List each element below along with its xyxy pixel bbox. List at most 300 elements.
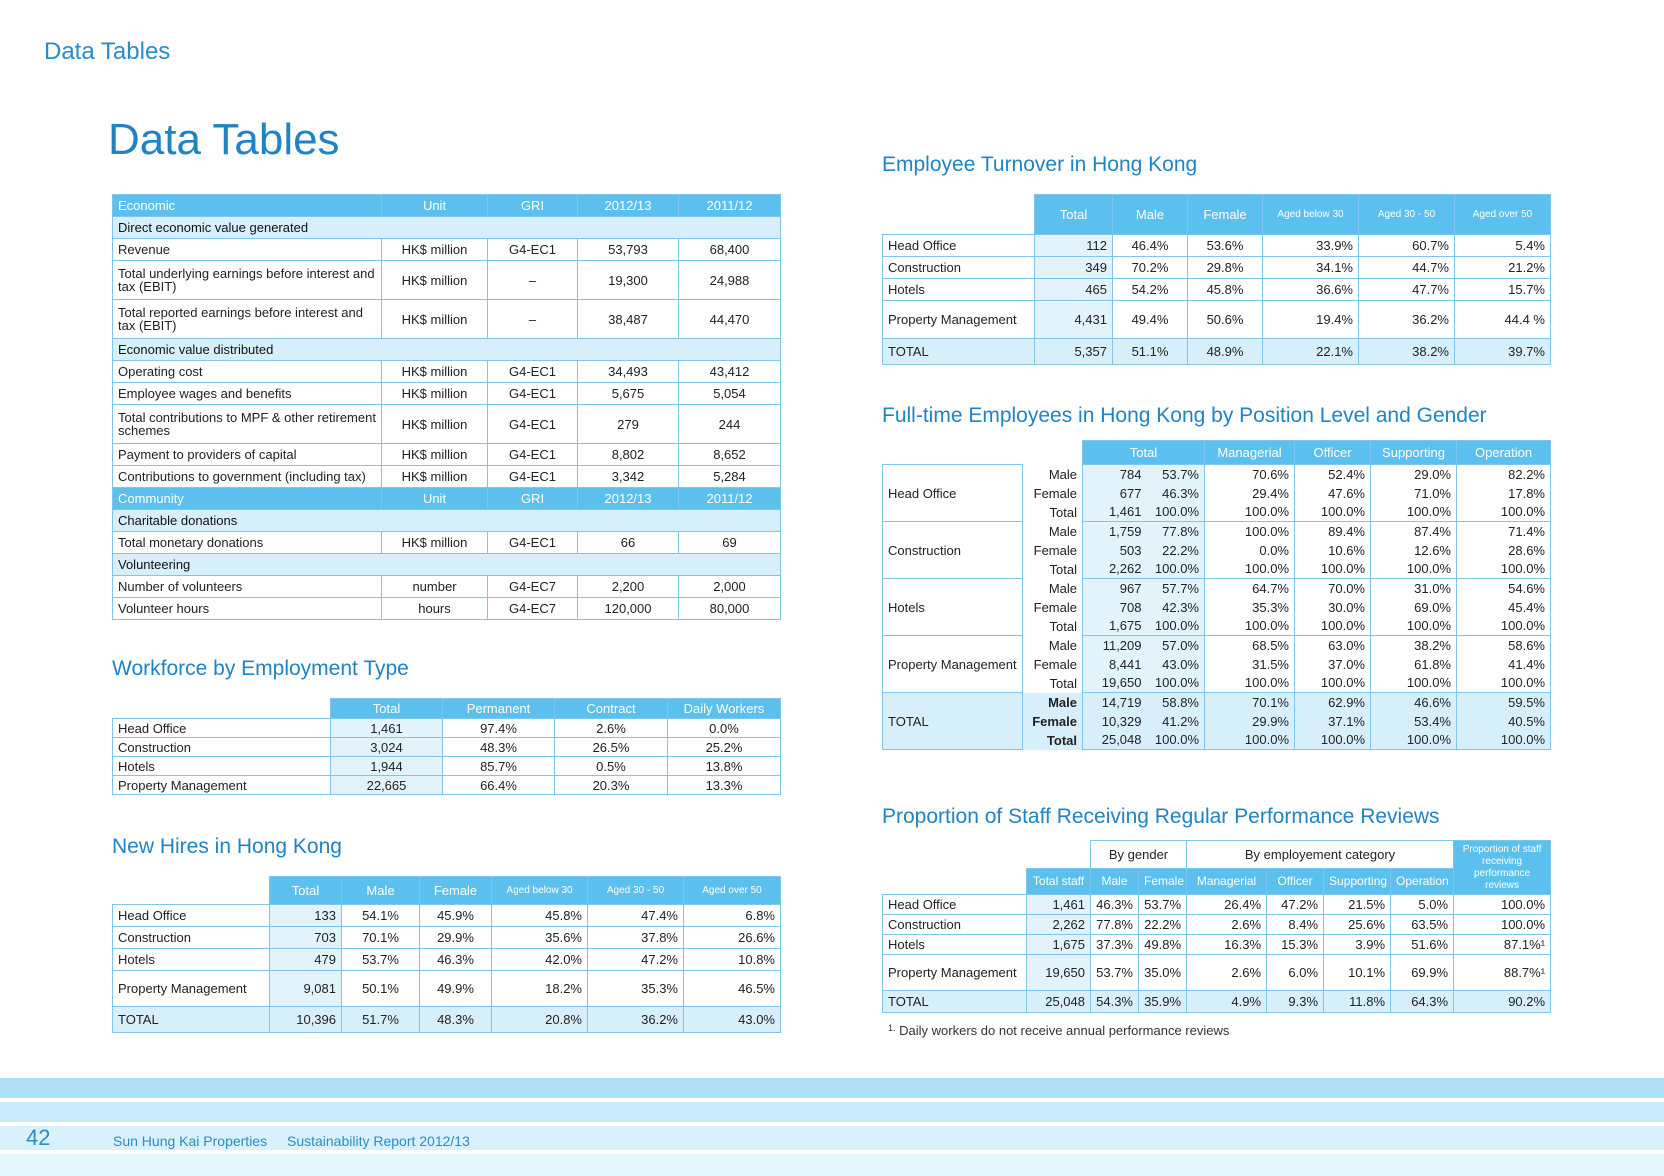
- cell: 2,262: [1083, 560, 1147, 579]
- col-header: GRI: [488, 195, 578, 217]
- col-header: Permanent: [443, 699, 555, 719]
- cell: 57.7%: [1147, 579, 1205, 598]
- row-label: Hotels: [113, 757, 331, 776]
- cell: 31.5%: [1205, 655, 1295, 674]
- cell: 47.2%: [1267, 895, 1324, 915]
- running-header: Data Tables: [44, 38, 171, 65]
- cell: 1,944: [331, 757, 443, 776]
- cell: 39.7%: [1455, 339, 1551, 365]
- gender-label: Total: [1023, 674, 1083, 693]
- footnote: [888, 1023, 1229, 1038]
- cell: 9.3%: [1267, 991, 1324, 1013]
- cell: 25,048: [1027, 991, 1091, 1013]
- turnover-title: Employee Turnover in Hong Kong: [882, 153, 1198, 176]
- cell: 0.0%: [1205, 541, 1295, 560]
- cell: G4-EC1: [488, 239, 578, 261]
- cell: 38.2%: [1371, 636, 1457, 655]
- row-label: Contributions to government (including tax): [113, 466, 382, 488]
- cell: 10.6%: [1295, 541, 1371, 560]
- cell: 100.0%: [1371, 560, 1457, 579]
- cell: 45.8%: [1188, 279, 1263, 301]
- cell: 22.2%: [1147, 541, 1205, 560]
- cell: 53.7%: [342, 949, 420, 971]
- newhires-title: New Hires in Hong Kong: [112, 835, 342, 858]
- cell: 4.9%: [1187, 991, 1267, 1013]
- cell: 100.0%: [1371, 617, 1457, 636]
- cell: 64.3%: [1391, 991, 1454, 1013]
- cell: HK$ million: [382, 466, 488, 488]
- cell: 100.0%: [1147, 503, 1205, 522]
- cell: 50.6%: [1188, 301, 1263, 339]
- cell: 14,719: [1083, 693, 1147, 712]
- cell: 100.0%: [1147, 674, 1205, 693]
- cell: 63.0%: [1295, 636, 1371, 655]
- cell: 53.4%: [1371, 712, 1457, 731]
- cell: 57.0%: [1147, 636, 1205, 655]
- row-label: Payment to providers of capital: [113, 444, 382, 466]
- group-header: By gender: [1091, 841, 1187, 869]
- cell: 2,262: [1027, 915, 1091, 935]
- cell: 100.0%: [1371, 731, 1457, 750]
- cell: 0.0%: [668, 719, 781, 738]
- cell: 2,000: [679, 576, 781, 598]
- cell: 2,200: [578, 576, 679, 598]
- cell: 5,054: [679, 383, 781, 405]
- cell: 9,081: [270, 971, 342, 1007]
- cell: 63.5%: [1391, 915, 1454, 935]
- gender-label: Female: [1023, 484, 1083, 503]
- cell: 52.4%: [1295, 465, 1371, 484]
- cell: 112: [1035, 235, 1113, 257]
- cell: 1,461: [1027, 895, 1091, 915]
- cell: 51.7%: [342, 1007, 420, 1033]
- cell: 503: [1083, 541, 1147, 560]
- gender-label: Female: [1023, 598, 1083, 617]
- cell: 53.7%: [1147, 465, 1205, 484]
- cell: HK$ million: [382, 383, 488, 405]
- cell: 68.5%: [1205, 636, 1295, 655]
- row-label: Hotels: [883, 935, 1027, 955]
- cell: 37.8%: [588, 927, 684, 949]
- cell: G4-EC7: [488, 598, 578, 620]
- cell: 100.0%: [1457, 731, 1551, 750]
- cell: 29.9%: [420, 927, 492, 949]
- cell: 13.3%: [668, 776, 781, 795]
- footer-stripe: [0, 1102, 1664, 1122]
- cell: 36.6%: [1263, 279, 1359, 301]
- cell: 100.0%: [1295, 560, 1371, 579]
- row-label: Revenue: [113, 239, 382, 261]
- cell: HK$ million: [382, 261, 488, 300]
- cell: 100.0%: [1371, 503, 1457, 522]
- company-name: Sun Hung Kai Properties: [113, 1133, 268, 1149]
- cell: 36.2%: [1359, 301, 1455, 339]
- col-header: Aged 30 - 50: [1359, 195, 1455, 235]
- cell: –: [488, 300, 578, 339]
- cell: HK$ million: [382, 405, 488, 444]
- cell: 69.9%: [1391, 955, 1454, 991]
- cell: G4-EC1: [488, 405, 578, 444]
- cell: 20.3%: [555, 776, 668, 795]
- cell: 15.3%: [1267, 935, 1324, 955]
- fulltime-table: [882, 440, 1551, 750]
- cell: 26.5%: [555, 738, 668, 757]
- cell: 43.0%: [1147, 655, 1205, 674]
- cell: 26.6%: [684, 927, 781, 949]
- gender-label: Total: [1023, 503, 1083, 522]
- row-label: Total contributions to MPF & other retirement schemes: [113, 405, 382, 444]
- row-label: Hotels: [113, 949, 270, 971]
- col-header: Total: [331, 699, 443, 719]
- cell: 35.9%: [1139, 991, 1187, 1013]
- cell: 29.9%: [1205, 712, 1295, 731]
- cell: 10.1%: [1324, 955, 1391, 991]
- cell: 35.3%: [1205, 598, 1295, 617]
- group-label: Property Management: [883, 636, 1023, 693]
- cell: 279: [578, 405, 679, 444]
- cell: 100.0%: [1295, 617, 1371, 636]
- cell: 8,652: [679, 444, 781, 466]
- cell: 10.8%: [684, 949, 781, 971]
- cell: 58.6%: [1457, 636, 1551, 655]
- row-label: Head Office: [883, 895, 1027, 915]
- col-header: Total staff: [1027, 869, 1091, 895]
- col-header: Male: [1091, 869, 1139, 895]
- cell: 3,024: [331, 738, 443, 757]
- col-header: Managerial: [1205, 441, 1295, 465]
- cell: 100.0%: [1205, 522, 1295, 541]
- cell: 71.4%: [1457, 522, 1551, 541]
- cell: 47.7%: [1359, 279, 1455, 301]
- cell: 29.8%: [1188, 257, 1263, 279]
- col-header: Supporting: [1371, 441, 1457, 465]
- cell: 33.9%: [1263, 235, 1359, 257]
- cell: 70.1%: [1205, 693, 1295, 712]
- row-label: Total reported earnings before interest and tax (EBIT): [113, 300, 382, 339]
- total-label: TOTAL: [883, 339, 1035, 365]
- cell: 61.8%: [1371, 655, 1457, 674]
- col-header: Proportion of staff receiving performance reviews: [1454, 841, 1551, 895]
- gender-label: Total: [1023, 731, 1083, 750]
- cell: 59.5%: [1457, 693, 1551, 712]
- fulltime-title: Full-time Employees in Hong Kong by Position Level and Gender: [882, 404, 1487, 427]
- col-header: GRI: [488, 488, 578, 510]
- cell: 77.8%: [1147, 522, 1205, 541]
- cell: 47.4%: [588, 905, 684, 927]
- cell: 38.2%: [1359, 339, 1455, 365]
- footer-stripe: [0, 1078, 1664, 1098]
- cell: HK$ million: [382, 361, 488, 383]
- cell: HK$ million: [382, 239, 488, 261]
- cell: 2.6%: [555, 719, 668, 738]
- cell: –: [488, 261, 578, 300]
- economic-table: [112, 194, 781, 620]
- cell: 62.9%: [1295, 693, 1371, 712]
- cell: 54.6%: [1457, 579, 1551, 598]
- cell: 1,461: [1083, 503, 1147, 522]
- cell: 70.2%: [1113, 257, 1188, 279]
- cell: 54.3%: [1091, 991, 1139, 1013]
- workforce-table: [112, 698, 781, 795]
- cell: 49.8%: [1139, 935, 1187, 955]
- cell: 48.3%: [443, 738, 555, 757]
- cell: HK$ million: [382, 444, 488, 466]
- footer-label: [113, 1133, 470, 1149]
- col-header: Community: [113, 488, 382, 510]
- cell: 88.7%¹: [1454, 955, 1551, 991]
- cell: 20.8%: [492, 1007, 588, 1033]
- total-label: TOTAL: [113, 1007, 270, 1033]
- cell: 3.9%: [1324, 935, 1391, 955]
- cell: 677: [1083, 484, 1147, 503]
- cell: 5,357: [1035, 339, 1113, 365]
- workforce-title: Workforce by Employment Type: [112, 657, 409, 680]
- cell: 100.0%: [1457, 617, 1551, 636]
- group-label: Construction: [883, 522, 1023, 579]
- cell: 29.0%: [1371, 465, 1457, 484]
- cell: 51.6%: [1391, 935, 1454, 955]
- cell: 4,431: [1035, 301, 1113, 339]
- subsection-label: Volunteering: [113, 554, 781, 576]
- cell: 70.0%: [1295, 579, 1371, 598]
- col-header: Officer: [1267, 869, 1324, 895]
- row-label: Property Management: [113, 776, 331, 795]
- cell: 100.0%: [1295, 503, 1371, 522]
- row-label: Property Management: [883, 955, 1027, 991]
- col-header: Managerial: [1187, 869, 1267, 895]
- cell: 18.2%: [492, 971, 588, 1007]
- cell: 89.4%: [1295, 522, 1371, 541]
- cell: G4-EC1: [488, 383, 578, 405]
- cell: 15.7%: [1455, 279, 1551, 301]
- reviews-table: [882, 840, 1551, 1013]
- cell: 100.0%: [1454, 895, 1551, 915]
- cell: 53.7%: [1139, 895, 1187, 915]
- cell: 53.6%: [1188, 235, 1263, 257]
- cell: 26.4%: [1187, 895, 1267, 915]
- cell: 87.1%¹: [1454, 935, 1551, 955]
- gender-label: Female: [1023, 541, 1083, 560]
- gender-label: Female: [1023, 655, 1083, 674]
- row-label: Total monetary donations: [113, 532, 382, 554]
- cell: 19,650: [1083, 674, 1147, 693]
- page-number: 42: [26, 1125, 51, 1150]
- cell: 133: [270, 905, 342, 927]
- cell: 30.0%: [1295, 598, 1371, 617]
- cell: 8,441: [1083, 655, 1147, 674]
- cell: 37.1%: [1295, 712, 1371, 731]
- cell: 85.7%: [443, 757, 555, 776]
- cell: 66.4%: [443, 776, 555, 795]
- cell: 11,209: [1083, 636, 1147, 655]
- cell: number: [382, 576, 488, 598]
- cell: 100.0%: [1205, 503, 1295, 522]
- gender-label: Total: [1023, 617, 1083, 636]
- cell: 22.1%: [1263, 339, 1359, 365]
- cell: 41.4%: [1457, 655, 1551, 674]
- cell: 60.7%: [1359, 235, 1455, 257]
- cell: 479: [270, 949, 342, 971]
- col-header: Aged 30 - 50: [588, 877, 684, 905]
- cell: 8.4%: [1267, 915, 1324, 935]
- col-header: Female: [420, 877, 492, 905]
- cell: 12.6%: [1371, 541, 1457, 560]
- cell: 29.4%: [1205, 484, 1295, 503]
- cell: 35.6%: [492, 927, 588, 949]
- cell: 19,300: [578, 261, 679, 300]
- cell: 22,665: [331, 776, 443, 795]
- cell: 45.8%: [492, 905, 588, 927]
- cell: 16.3%: [1187, 935, 1267, 955]
- cell: 24,988: [679, 261, 781, 300]
- cell: 53.7%: [1091, 955, 1139, 991]
- cell: 6.0%: [1267, 955, 1324, 991]
- cell: 1,461: [331, 719, 443, 738]
- cell: 69: [679, 532, 781, 554]
- cell: 48.3%: [420, 1007, 492, 1033]
- cell: G4-EC1: [488, 466, 578, 488]
- cell: 58.8%: [1147, 693, 1205, 712]
- row-label: Property Management: [883, 301, 1035, 339]
- footer-stripe: [0, 1154, 1664, 1176]
- col-header: Daily Workers: [668, 699, 781, 719]
- subsection-label: Charitable donations: [113, 510, 781, 532]
- cell: G4-EC1: [488, 532, 578, 554]
- cell: 5.0%: [1391, 895, 1454, 915]
- cell: 5,675: [578, 383, 679, 405]
- cell: 34,493: [578, 361, 679, 383]
- cell: G4-EC7: [488, 576, 578, 598]
- cell: 100.0%: [1295, 731, 1371, 750]
- col-header: Female: [1188, 195, 1263, 235]
- cell: 1,675: [1027, 935, 1091, 955]
- cell: 50.1%: [342, 971, 420, 1007]
- row-label: Volunteer hours: [113, 598, 382, 620]
- cell: 10,396: [270, 1007, 342, 1033]
- col-header: Aged below 30: [1263, 195, 1359, 235]
- col-header: 2011/12: [679, 195, 781, 217]
- cell: 44,470: [679, 300, 781, 339]
- cell: 25,048: [1083, 731, 1147, 750]
- subsection-label: Economic value distributed: [113, 339, 781, 361]
- col-header: Economic: [113, 195, 382, 217]
- cell: 46.3%: [1147, 484, 1205, 503]
- col-header: Unit: [382, 195, 488, 217]
- gender-label: Total: [1023, 560, 1083, 579]
- cell: 40.5%: [1457, 712, 1551, 731]
- cell: 46.4%: [1113, 235, 1188, 257]
- report-name: Sustainability Report 2012/13: [286, 1133, 470, 1149]
- col-header: Total: [1083, 441, 1205, 465]
- row-label: Property Management: [113, 971, 270, 1007]
- cell: 1,759: [1083, 522, 1147, 541]
- turnover-table: [882, 194, 1551, 365]
- total-label: TOTAL: [883, 991, 1027, 1013]
- cell: 71.0%: [1371, 484, 1457, 503]
- cell: 0.5%: [555, 757, 668, 776]
- cell: HK$ million: [382, 532, 488, 554]
- cell: 45.4%: [1457, 598, 1551, 617]
- cell: 77.8%: [1091, 915, 1139, 935]
- cell: 21.2%: [1455, 257, 1551, 279]
- cell: 100.0%: [1295, 674, 1371, 693]
- col-header: Male: [342, 877, 420, 905]
- cell: 28.6%: [1457, 541, 1551, 560]
- cell: 2.6%: [1187, 955, 1267, 991]
- cell: 44.7%: [1359, 257, 1455, 279]
- cell: 48.9%: [1188, 339, 1263, 365]
- cell: 100.0%: [1371, 674, 1457, 693]
- cell: 708: [1083, 598, 1147, 617]
- cell: G4-EC1: [488, 444, 578, 466]
- cell: 2.6%: [1187, 915, 1267, 935]
- gender-label: Male: [1023, 465, 1083, 484]
- cell: 100.0%: [1147, 617, 1205, 636]
- row-label: Head Office: [883, 235, 1035, 257]
- cell: 17.8%: [1457, 484, 1551, 503]
- group-label: Hotels: [883, 579, 1023, 636]
- footnote-marker: 1.: [888, 1023, 896, 1033]
- cell: 465: [1035, 279, 1113, 301]
- cell: 46.3%: [420, 949, 492, 971]
- cell: 100.0%: [1205, 560, 1295, 579]
- gender-label: Male: [1023, 579, 1083, 598]
- cell: 44.4 %: [1455, 301, 1551, 339]
- reviews-title: Proportion of Staff Receiving Regular Performance Reviews: [882, 805, 1440, 828]
- row-label: Employee wages and benefits: [113, 383, 382, 405]
- cell: 100.0%: [1147, 560, 1205, 579]
- cell: 25.2%: [668, 738, 781, 757]
- row-label: Construction: [883, 257, 1035, 279]
- cell: 35.3%: [588, 971, 684, 1007]
- cell: 82.2%: [1457, 465, 1551, 484]
- newhires-table: [112, 876, 781, 1033]
- gender-label: Male: [1023, 693, 1083, 712]
- cell: 43.0%: [684, 1007, 781, 1033]
- group-label: TOTAL: [883, 693, 1023, 750]
- cell: 90.2%: [1454, 991, 1551, 1013]
- cell: HK$ million: [382, 300, 488, 339]
- row-label: Hotels: [883, 279, 1035, 301]
- cell: 31.0%: [1371, 579, 1457, 598]
- cell: 244: [679, 405, 781, 444]
- cell: 784: [1083, 465, 1147, 484]
- cell: 54.1%: [342, 905, 420, 927]
- gender-label: Male: [1023, 522, 1083, 541]
- col-header: 2012/13: [578, 488, 679, 510]
- col-header: Contract: [555, 699, 668, 719]
- cell: 47.2%: [588, 949, 684, 971]
- group-header: By employement category: [1187, 841, 1454, 869]
- cell: 8,802: [578, 444, 679, 466]
- cell: 22.2%: [1139, 915, 1187, 935]
- col-header: Supporting: [1324, 869, 1391, 895]
- cell: 37.0%: [1295, 655, 1371, 674]
- cell: 70.6%: [1205, 465, 1295, 484]
- cell: 51.1%: [1113, 339, 1188, 365]
- cell: 87.4%: [1371, 522, 1457, 541]
- cell: 100.0%: [1205, 731, 1295, 750]
- row-label: Head Office: [113, 719, 331, 738]
- row-label: Total underlying earnings before interest and tax (EBIT): [113, 261, 382, 300]
- cell: 54.2%: [1113, 279, 1188, 301]
- cell: 1,675: [1083, 617, 1147, 636]
- row-label: Construction: [113, 738, 331, 757]
- page-title: Data Tables: [108, 115, 340, 164]
- col-header: 2012/13: [578, 195, 679, 217]
- cell: 11.8%: [1324, 991, 1391, 1013]
- cell: 36.2%: [588, 1007, 684, 1033]
